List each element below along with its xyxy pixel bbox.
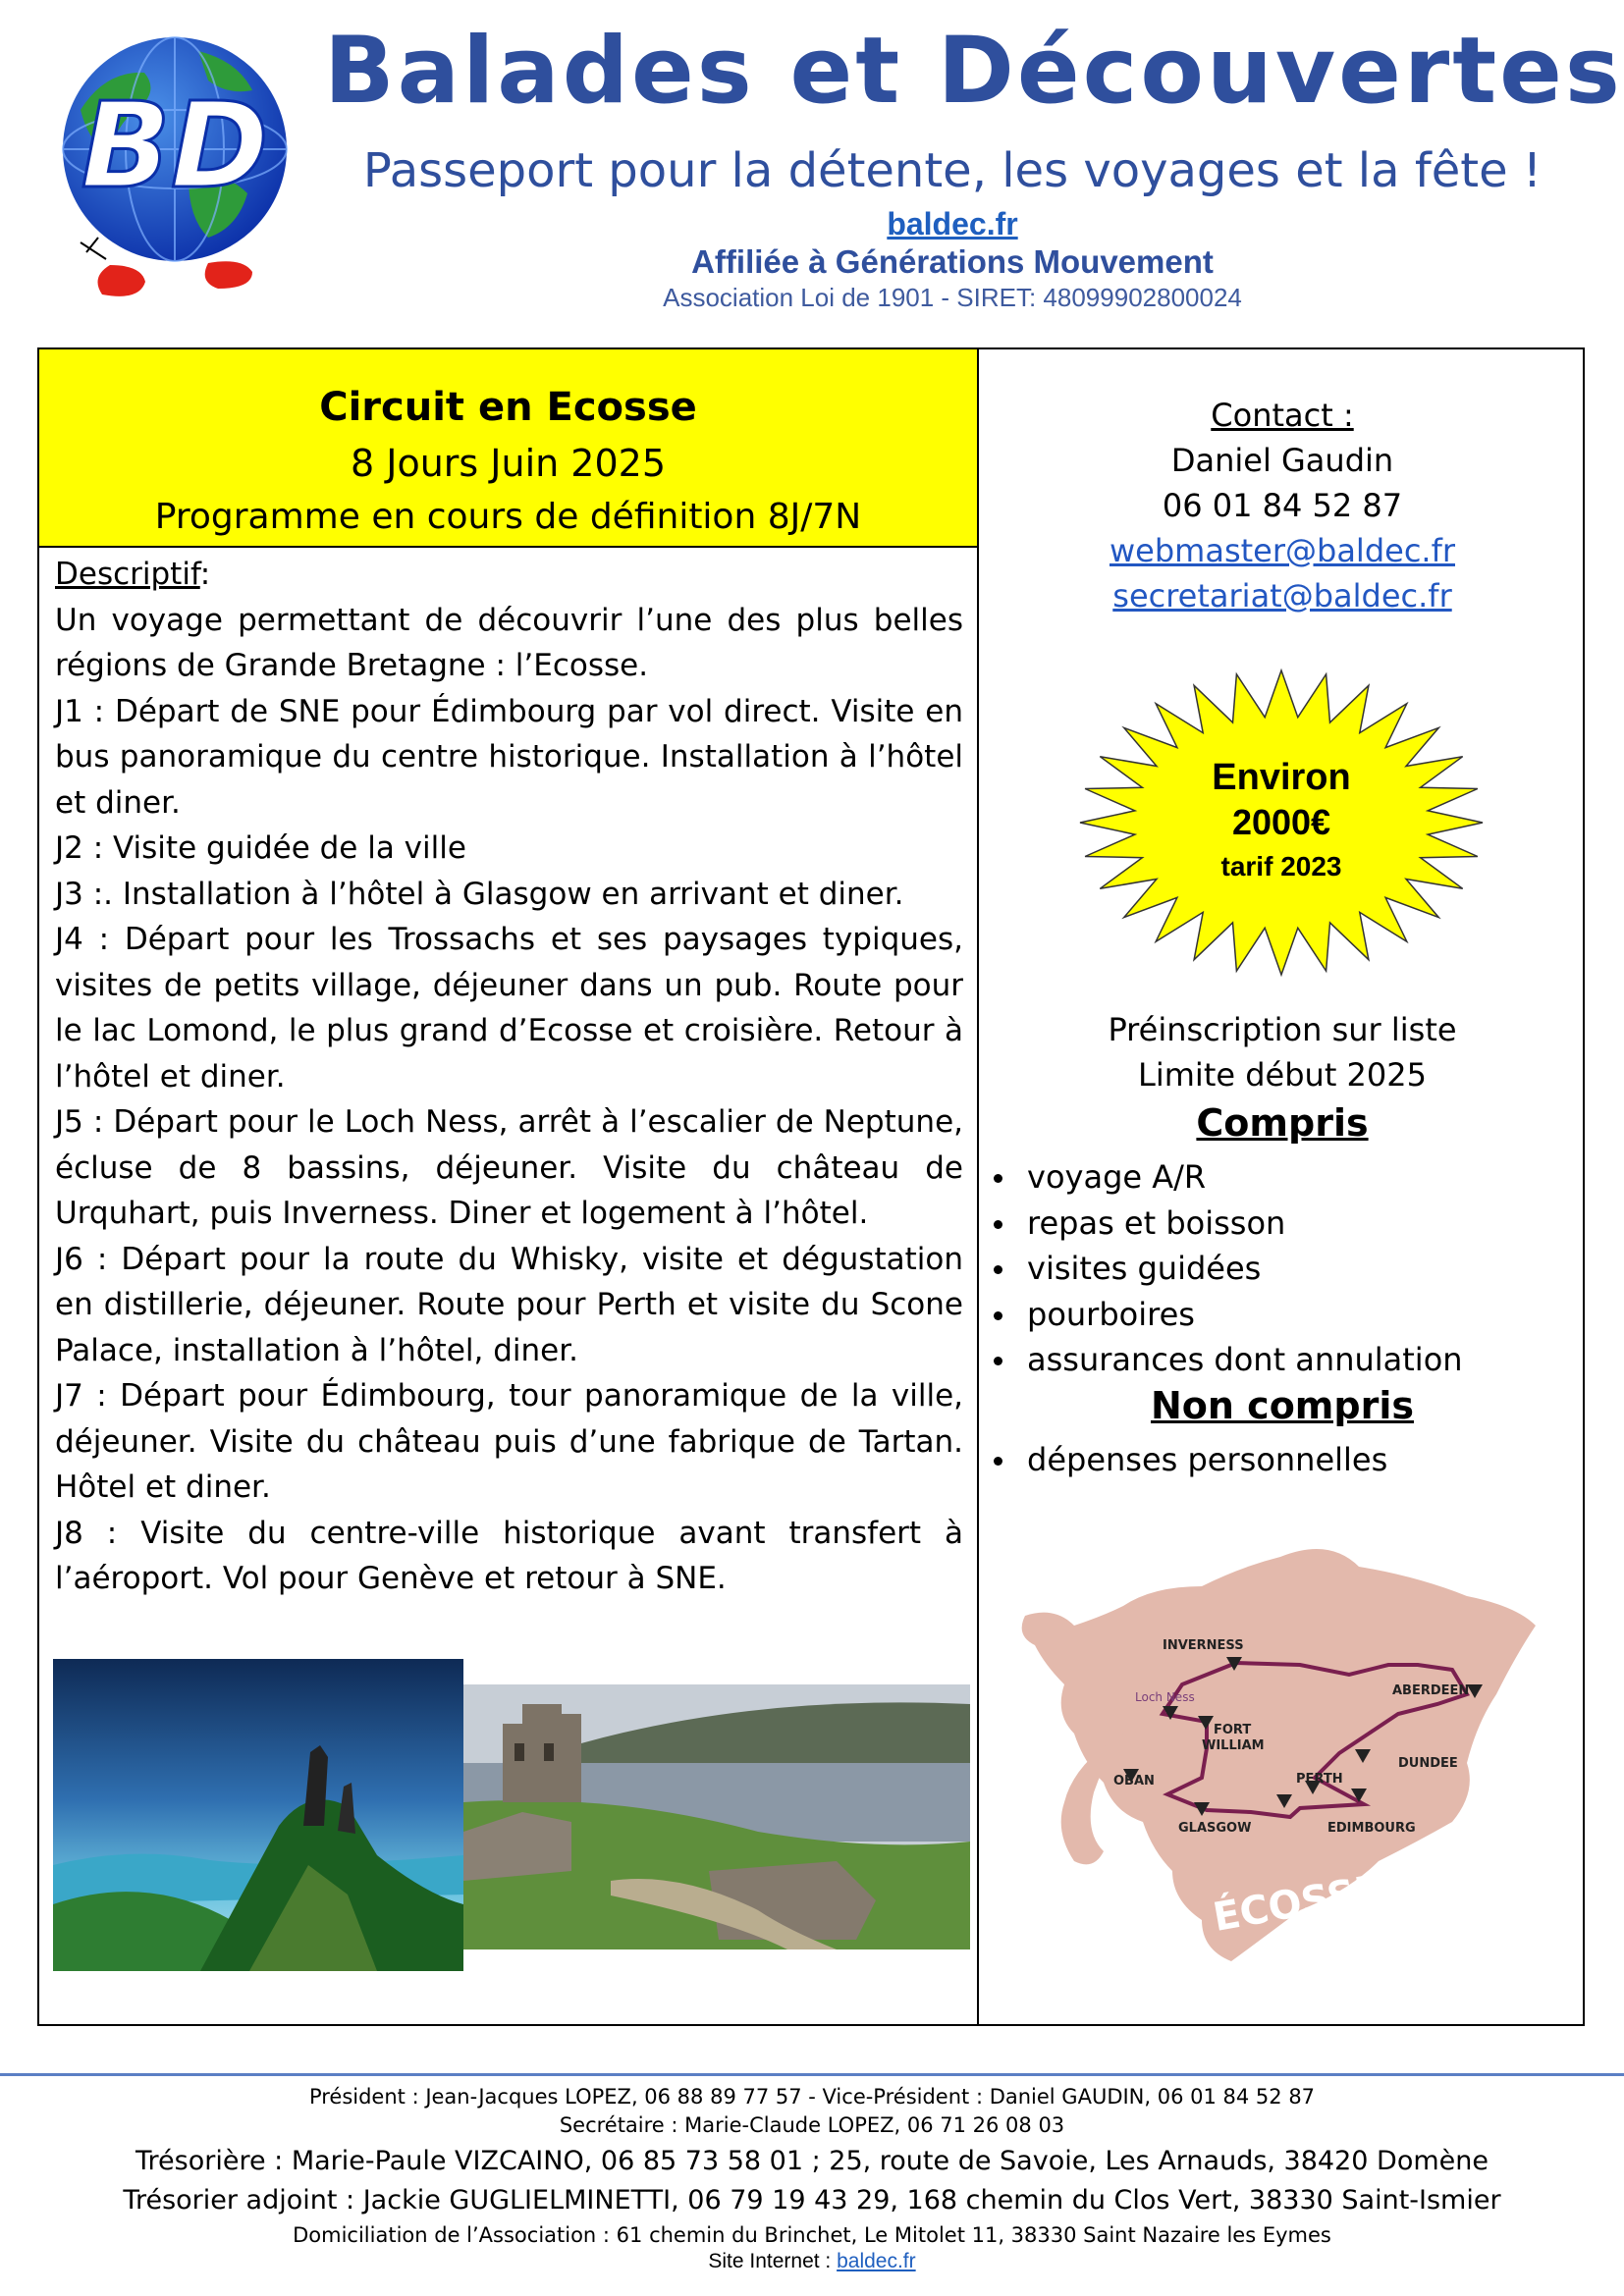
included-list xyxy=(982,1154,1571,1383)
footer-president: Président : Jean-Jacques LOPEZ, 06 88 89 77 57 - Vice-Président : Daniel GAUDIN, 06 01 84 52 87 xyxy=(308,2085,1316,2109)
not-included-list xyxy=(982,1437,1571,1483)
map-label: PERTH xyxy=(1296,1772,1343,1787)
day-1: J1 : Départ de SNE pour Édimbourg par vol direct. Visite en bus panoramique du centre historique. Installation à l’hôtel et diner. xyxy=(55,693,963,821)
site-link[interactable]: baldec.fr xyxy=(887,206,1018,241)
description-heading xyxy=(55,552,963,598)
logo-globe-icon xyxy=(51,31,298,326)
map-label: Loch Ness xyxy=(1135,1690,1195,1704)
webmaster-email-link[interactable]: webmaster@baldec.fr xyxy=(1109,532,1455,569)
column-divider xyxy=(977,347,979,2026)
site-subtitle: Passeport pour la détente, les voyages et la fête ! xyxy=(362,143,1543,198)
preregistration-text: Préinscription sur liste xyxy=(1108,1011,1457,1048)
map-label: WILLIAM xyxy=(1202,1738,1265,1753)
map-label: INVERNESS xyxy=(1163,1638,1244,1653)
not-included-heading: Non compris xyxy=(1150,1384,1414,1427)
footer-assistant-treasurer: Trésorier adjoint : Jackie GUGLIELMINETTI, 06 79 19 43 29, 168 chemin du Clos Vert, 38330 Saint-Ismier xyxy=(123,2185,1501,2216)
included-item: assurances dont annulation xyxy=(982,1337,1571,1383)
price-line-1: Environ xyxy=(1212,757,1351,798)
included-item: visites guidées xyxy=(982,1246,1571,1292)
map-label: DUNDEE xyxy=(1398,1756,1458,1771)
footer-domiciliation: Domiciliation de l’Association : 61 chemin du Brinchet, Le Mitolet 11, 38330 Saint Nazaire les Eymes xyxy=(293,2223,1331,2247)
program-status: Programme en cours de définition 8J/7N xyxy=(154,497,862,537)
day-6: J6 : Départ pour la route du Whisky, visite et dégustation en distillerie, déjeuner. Route pour Perth et visite du Scone Palace, installation à l’hôtel, diner. xyxy=(55,1241,963,1368)
program-description xyxy=(55,552,963,1602)
description-label: Descriptif xyxy=(55,557,200,592)
photo-old-man-of-storr xyxy=(53,1659,463,1971)
price-starburst xyxy=(1075,667,1488,978)
registration-deadline: Limite début 2025 xyxy=(1138,1056,1427,1094)
day-7: J7 : Départ pour Édimbourg, tour panoramique de la ville, déjeuner. Visite du château puis d’une fabrique de Tartan. Hôtel et diner. xyxy=(55,1378,963,1505)
program-dates: 8 Jours Juin 2025 xyxy=(350,442,666,485)
included-item: voyage A/R xyxy=(982,1154,1571,1201)
price-line-2: 2000€ xyxy=(1231,802,1331,842)
description-colon: : xyxy=(199,557,211,592)
program-header xyxy=(39,349,977,548)
day-8: J8 : Visite du centre-ville historique avant transfert à l’aéroport. Vol pour Genève et retour à SNE. xyxy=(55,1515,963,1596)
contact-label: Contact : xyxy=(1211,397,1354,434)
map-country-label: ÉCOSSE xyxy=(1210,1866,1386,1941)
site-title: Balades et Découvertes xyxy=(324,18,1623,125)
description-paragraph: Un voyage permettant de découvrir l’une des plus belles régions de Grande Bretagne : l’Ecosse. xyxy=(55,602,963,683)
footer-site-label: Site Internet : xyxy=(708,2250,838,2272)
map-label: ABERDEEN xyxy=(1392,1683,1470,1698)
map-label: OBAN xyxy=(1113,1774,1155,1789)
day-5: J5 : Départ pour le Loch Ness, arrêt à l’escalier de Neptune, écluse de 8 bassins, déjeuner. Visite du château de Urquhart, puis Inverness. Diner et logement à l’hôtel. xyxy=(55,1104,963,1231)
contact-phone: 06 01 84 52 87 xyxy=(1162,487,1403,524)
day-3: J3 :. Installation à l’hôtel à Glasgow en arrivant et diner. xyxy=(55,876,904,912)
map-label: FORT xyxy=(1214,1723,1252,1737)
included-heading: Compris xyxy=(1196,1101,1369,1145)
footer-site-link[interactable]: baldec.fr xyxy=(837,2250,916,2272)
price-line-3: tarif 2023 xyxy=(1220,851,1342,881)
footer-secretary: Secrétaire : Marie-Claude LOPEZ, 06 71 26 08 03 xyxy=(559,2113,1065,2137)
affiliation-text: Affiliée à Générations Mouvement xyxy=(691,243,1214,280)
photo-urquhart-castle xyxy=(463,1684,970,1949)
logo-letters: BD xyxy=(81,79,269,215)
association-text: Association Loi de 1901 - SIRET: 48099902800024 xyxy=(663,283,1242,312)
footer-divider xyxy=(0,2073,1624,2076)
contact-name: Daniel Gaudin xyxy=(1170,442,1394,479)
footer-website xyxy=(0,2250,1624,2273)
map-label: EDIMBOURG xyxy=(1327,1821,1416,1836)
not-included-item: dépenses personnelles xyxy=(982,1437,1571,1483)
included-item: repas et boisson xyxy=(982,1201,1571,1247)
program-title: Circuit en Ecosse xyxy=(319,385,697,430)
map-label: GLASGOW xyxy=(1178,1821,1252,1836)
scotland-route-map xyxy=(1005,1537,1551,1961)
day-2: J2 : Visite guidée de la ville xyxy=(55,830,466,866)
included-item: pourboires xyxy=(982,1292,1571,1338)
day-4: J4 : Départ pour les Trossachs et ses paysages typiques, visites de petits village, déjeuner dans un pub. Route pour le lac Lomond, le plus grand d’Ecosse et croisière. Retour à l’hôtel et diner. xyxy=(55,922,963,1095)
footer-treasurer: Trésorière : Marie-Paule VIZCAINO, 06 85 73 58 01 ; 25, route de Savoie, Les Arnauds, 38420 Domène xyxy=(135,2146,1489,2176)
secretariat-email-link[interactable]: secretariat@baldec.fr xyxy=(1112,577,1452,614)
